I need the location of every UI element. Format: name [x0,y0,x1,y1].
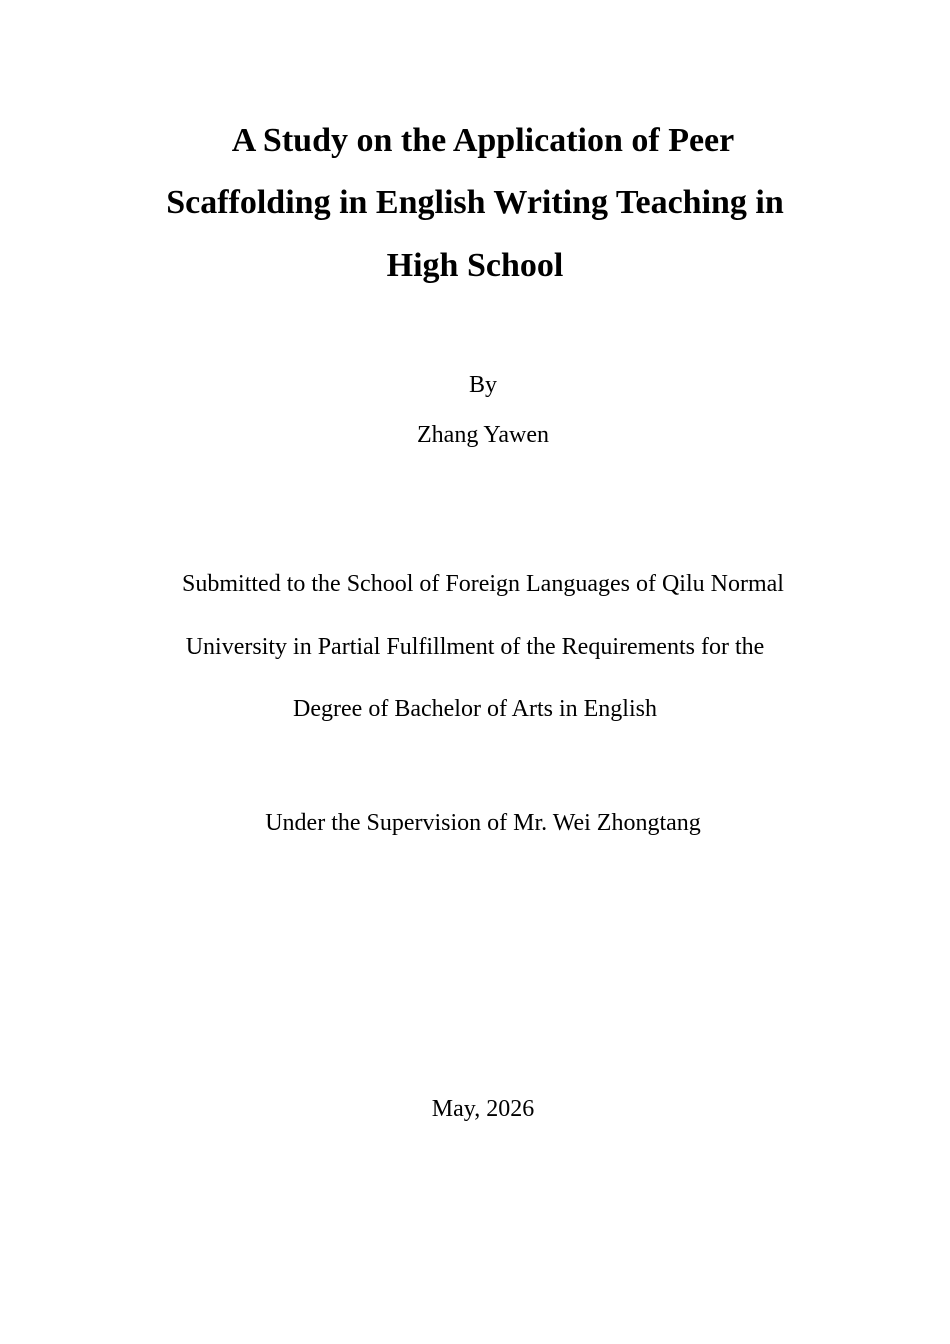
submission-line-3: Degree of Bachelor of Arts in English [293,696,657,722]
submission-line-2: University in Partial Fulfillment of the Requirements for the [185,634,765,660]
author-name: Zhang Yawen [417,422,549,448]
submission-date: May, 2026 [431,1096,535,1122]
supervision-statement: Under the Supervision of Mr. Wei Zhongtang [265,810,701,836]
thesis-title-line-2: Scaffolding in English Writing Teaching in [166,184,784,221]
by-label: By [468,372,497,398]
thesis-title-line-1: A Study on the Application of Peer [231,122,735,159]
submission-line-1: Submitted to the School of Foreign Languages of Qilu Normal [182,571,784,597]
thesis-title-line-3: High School [386,247,564,284]
